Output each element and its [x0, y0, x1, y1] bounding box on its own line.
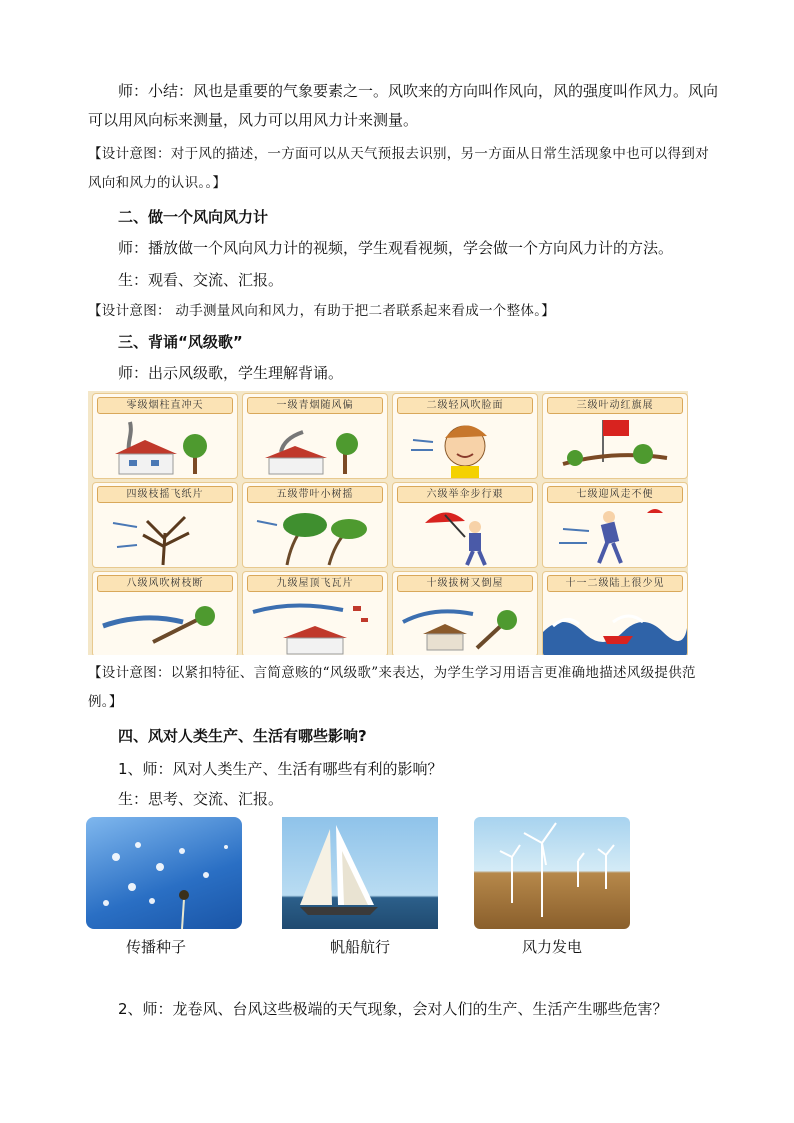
bare-tree-swaying-icon — [93, 503, 237, 567]
wind-level-caption: 六级举伞步行艰 — [397, 486, 533, 503]
dandelion-seeds-icon — [86, 817, 242, 929]
wind-level-8-card — [92, 571, 238, 655]
stormy-sea-ship-icon — [543, 592, 687, 655]
wind-level-0-card — [92, 393, 238, 479]
face-breeze-icon — [393, 414, 537, 478]
wind-level-caption: 七级迎风走不便 — [547, 486, 683, 503]
section-heading-3: 三、背诵“风级歌” — [118, 333, 243, 351]
student-paragraph-2: 生：思考、交流、汇报。 — [118, 790, 284, 808]
wind-scale-chart — [88, 391, 688, 655]
roof-tiles-flying-icon — [243, 592, 387, 655]
sailboat-photo — [282, 817, 438, 929]
wind-turbines-photo — [474, 817, 630, 929]
house-smoke-straight-icon — [93, 414, 237, 478]
wind-level-caption: 十级拔树又倒屋 — [397, 575, 533, 592]
summary-paragraph: 师：小结：风也是重要的气象要素之一。风吹来的方向叫作风向，风的强度叫作风力。风向可以用风向标来测量，风力可以用风力计来测量。 — [88, 82, 719, 129]
student-paragraph-1: 生：观看、交流、汇报。 — [118, 271, 284, 289]
photo-caption-wind-power: 风力发电 — [521, 938, 582, 956]
design-intent-note-2: 【设计意图： 动手测量风向和风力，有助于把二者联系起来看成一个整体。】 — [88, 303, 556, 319]
wind-level-caption: 零级烟柱直冲天 — [97, 397, 233, 414]
question-hazards: 2、师：龙卷风、台风这些极端的天气现象，会对人们的生产、生活产生哪些危害？ — [118, 1000, 668, 1018]
person-umbrella-icon — [393, 503, 537, 567]
red-flag-tree-icon — [543, 414, 687, 478]
wind-level-caption: 四级枝摇飞纸片 — [97, 486, 233, 503]
section-heading-2: 二、做一个风向风力计 — [118, 208, 269, 226]
wind-level-caption: 十一二级陆上很少见 — [547, 575, 683, 592]
section-heading-4: 四、风对人类生产、生活有哪些影响? — [118, 727, 367, 745]
photo-caption-sailing: 帆船航行 — [329, 938, 390, 956]
question-benefits: 1、师：风对人类生产、生活有哪些有利的影响？ — [118, 760, 443, 778]
teacher-paragraph-song: 师：出示风级歌，学生理解背诵。 — [118, 364, 344, 382]
wind-level-4-card — [92, 482, 238, 568]
wind-level-6-card — [392, 482, 538, 568]
wind-level-11-12-card — [542, 571, 688, 655]
wind-level-1-card — [242, 393, 388, 479]
wind-level-5-card — [242, 482, 388, 568]
wind-level-9-card — [242, 571, 388, 655]
wind-level-caption: 九级屋顶飞瓦片 — [247, 575, 383, 592]
wind-turbines-icon — [474, 817, 630, 929]
wind-level-10-card — [392, 571, 538, 655]
person-leaning-wind-icon — [543, 503, 687, 567]
design-intent-note-1: 【设计意图：对于风的描述，一方面可以从天气预报去识别，另一方面从日常生活现象中也可以得到对风向和风力的认识。。】 — [88, 146, 709, 191]
broken-branch-icon — [93, 592, 237, 655]
wind-level-caption: 三级叶动红旗展 — [547, 397, 683, 414]
wind-level-caption: 八级风吹树枝断 — [97, 575, 233, 592]
wind-level-2-card — [392, 393, 538, 479]
house-smoke-drifting-icon — [243, 414, 387, 478]
wind-level-3-card — [542, 393, 688, 479]
wind-level-caption: 五级带叶小树摇 — [247, 486, 383, 503]
small-trees-swaying-icon — [243, 503, 387, 567]
design-intent-note-3: 【设计意图：以紧扣特征、言简意赅的“风级歌”来表达，为学生学习用语言更准确地描述风级提供范例。】 — [88, 665, 696, 710]
uprooted-tree-house-icon — [393, 592, 537, 655]
wind-level-caption: 二级轻风吹脸面 — [397, 397, 533, 414]
dandelion-seeds-photo — [86, 817, 242, 929]
wind-level-caption: 一级青烟随风偏 — [247, 397, 383, 414]
wind-level-7-card — [542, 482, 688, 568]
teacher-paragraph-video: 师：播放做一个风向风力计的视频，学生观看视频，学会做一个方向风力计的方法。 — [118, 239, 674, 257]
sailboat-icon — [282, 817, 438, 929]
photo-caption-seeds: 传播种子 — [125, 938, 186, 956]
